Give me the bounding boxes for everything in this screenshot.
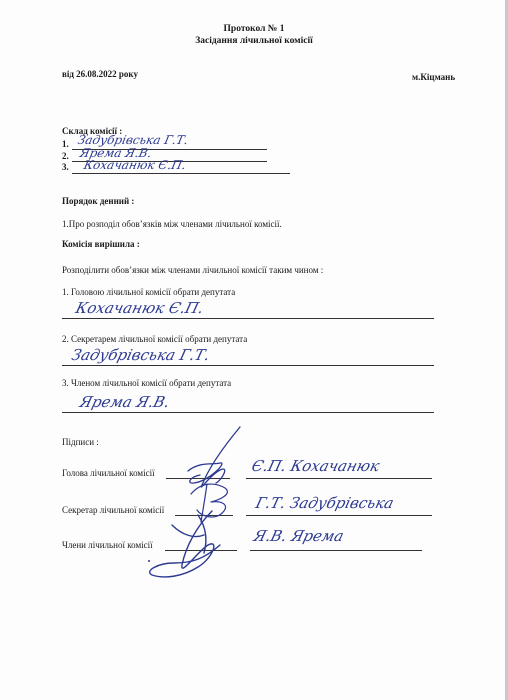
- name-line: [250, 550, 422, 551]
- document-date: від 26.08.2022 року: [62, 69, 138, 79]
- signature-handwritten-name: Є.П. Кохачанюк: [249, 457, 382, 475]
- decision-handwritten-name: Задубрівська Г.Т.: [69, 346, 212, 364]
- decision-handwritten-name: Ярема Я.В.: [77, 393, 172, 411]
- member-number: 3.: [62, 162, 69, 172]
- decision-handwritten-name: Кохачанюк Є.П.: [73, 299, 206, 317]
- decision-item-label: 1. Головою лічильної комісії обрати депутата: [62, 287, 236, 297]
- signatures-heading: Підписи :: [62, 437, 99, 447]
- decision-item-label: 2. Секретарем лічильної комісії обрати депутата: [62, 334, 248, 344]
- decision-item-label: 3. Членом лічильної комісії обрати депутата: [62, 378, 232, 388]
- signature-mark: [142, 505, 247, 590]
- signature-handwritten-name: Я.В. Ярема: [251, 527, 346, 545]
- signature-role: Секретар лічильної комісії: [62, 505, 165, 515]
- decision-intro: Розподілити обов’язки між членами лічильної комісії таким чином :: [62, 265, 324, 275]
- member-handwritten-name: Кохачанюк Є.П.: [82, 158, 188, 172]
- agenda-heading: Порядок денний :: [62, 196, 135, 206]
- document-title: Протокол № 1: [223, 24, 285, 34]
- decision-line: [62, 365, 434, 366]
- member-handwritten-name: Ярема Я.В.: [78, 146, 154, 160]
- member-number: 1.: [62, 139, 69, 149]
- decision-line: [62, 412, 434, 413]
- signature-role: Голова лічильної комісії: [62, 468, 155, 478]
- decision-line: [62, 318, 434, 319]
- decision-heading: Комісія вирішила :: [62, 239, 140, 249]
- commission-heading: Склад комісії :: [62, 126, 123, 136]
- ink-dot: [148, 560, 150, 562]
- signature-role: Члени лічильної комісії: [62, 540, 153, 550]
- member-line: [72, 173, 290, 174]
- agenda-item: 1.Про розподіл обов’язків між членами лічильної комісії.: [62, 219, 282, 229]
- member-handwritten-name: Задубрівська Г.Т.: [76, 133, 190, 147]
- name-line: [246, 478, 432, 479]
- document-subtitle: Засідання лічильної комісії: [195, 36, 313, 46]
- signature-handwritten-name: Г.Т. Задубрівська: [253, 494, 396, 512]
- member-number: 2.: [62, 151, 69, 161]
- name-line: [246, 515, 432, 516]
- document-place: м.Кіцмань: [412, 72, 456, 82]
